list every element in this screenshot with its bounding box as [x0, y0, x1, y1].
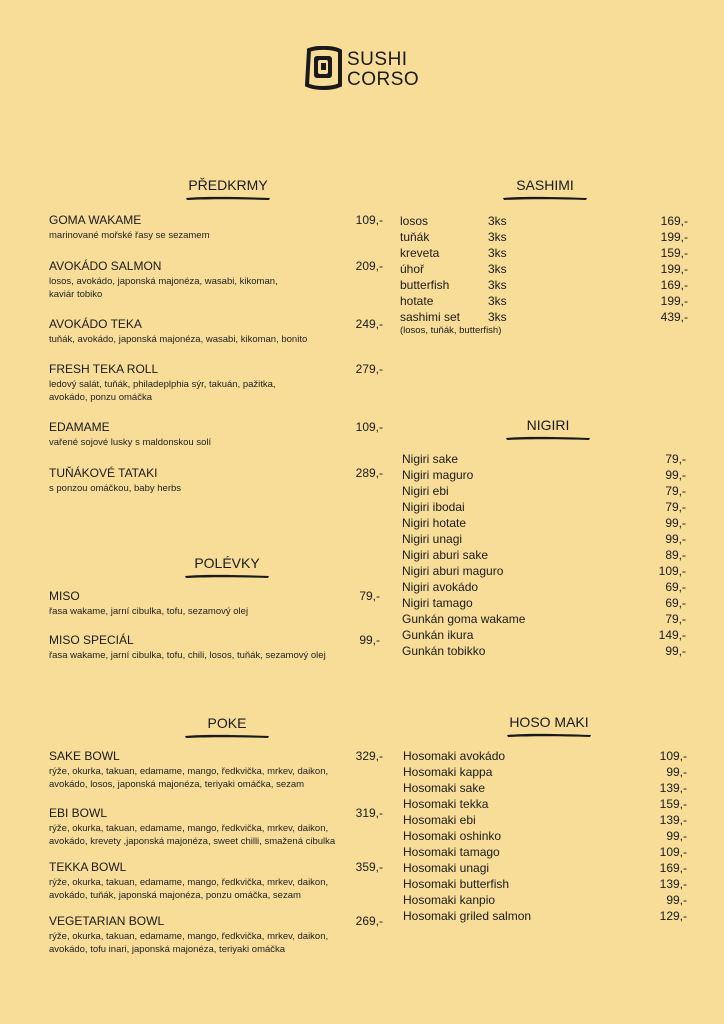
hosomaki-row: [403, 764, 687, 780]
nigiri-price: 99,-: [665, 468, 686, 482]
menu-item-desc: losos, avokádo, japonská majonéza, wasabi, kikoman,: [49, 276, 278, 287]
nigiri-name: Nigiri sake: [402, 452, 459, 466]
hosomaki-name: Hosomaki unagi: [403, 861, 490, 875]
sashimi-qty: 3ks: [488, 262, 507, 276]
menu-item-desc: rýže, okurka, takuan, edamame, mango, ředkvička, mrkev, daikon,: [49, 766, 329, 777]
menu-item-desc: avokádo, ponzu omáčka: [49, 392, 152, 403]
hosomaki-price: 139,-: [659, 781, 687, 795]
hosomaki-price: 159,-: [659, 797, 687, 811]
sashimi-price: 439,-: [660, 310, 688, 324]
menu-item: [49, 749, 383, 791]
brush-underline: [184, 733, 270, 739]
menu-item-name: AVOKÁDO TEKA: [49, 317, 142, 331]
menu-item-desc: avokádo, tuňák, japonská majonéza, ponzu omáčka, sezam: [49, 890, 301, 901]
section-title-sashimi: [500, 177, 590, 201]
menu-item-desc: ledový salát, tuňák, philadeplphia sýr, takuán, pažitka,: [49, 379, 276, 390]
nigiri-price: 149,-: [658, 628, 686, 642]
section-title-predkrmy: [180, 177, 276, 201]
menu-item-desc: s ponzou omáčkou, baby herbs: [49, 483, 182, 494]
nigiri-name: Nigiri ibodai: [402, 500, 465, 514]
nigiri-row: [402, 643, 686, 659]
hosomaki-name: Hosomaki kappa: [403, 765, 493, 779]
menu-item-price: 109,-: [355, 213, 383, 227]
nigiri-row: [402, 467, 686, 483]
nigiri-row: [402, 531, 686, 547]
section-title-label: HOSO MAKI: [509, 714, 589, 730]
nigiri-name: Gunkán goma wakame: [402, 612, 526, 626]
hosomaki-row: [403, 892, 687, 908]
sashimi-price: 169,-: [660, 214, 688, 228]
section-title-label: NIGIRI: [526, 417, 570, 433]
nigiri-row: [402, 451, 686, 467]
brush-underline: [505, 435, 591, 441]
nigiri-price: 69,-: [665, 580, 686, 594]
hosomaki-name: Hosomaki tekka: [403, 797, 489, 811]
hosomaki-price: 139,-: [659, 813, 687, 827]
sashimi-price: 199,-: [660, 230, 688, 244]
nigiri-name: Nigiri aburi maguro: [402, 564, 504, 578]
brush-underline: [184, 573, 270, 579]
brush-underline: [185, 195, 271, 201]
nigiri-row: [402, 483, 686, 499]
nigiri-name: Nigiri tamago: [402, 596, 473, 610]
hosomaki-row: [403, 748, 687, 764]
menu-item-name: MISO SPECIÁL: [49, 633, 134, 647]
menu-item-desc: rýže, okurka, takuan, edamame, mango, ředkvička, mrkev, daikon,: [49, 877, 329, 888]
nigiri-row: [402, 611, 686, 627]
menu-item-desc: avokádo, losos, japonská majonéza, teriyaki omáčka, sezam: [49, 779, 305, 790]
hosomaki-name: Hosomaki ebi: [403, 813, 476, 827]
nigiri-name: Nigiri avokádo: [402, 580, 479, 594]
logo: [303, 44, 428, 96]
menu-item-name: MISO: [49, 589, 80, 603]
hosomaki-row: [403, 796, 687, 812]
nigiri-row: [402, 515, 686, 531]
menu-item: [49, 259, 383, 301]
hosomaki-price: 139,-: [659, 877, 687, 891]
sashimi-qty: 3ks: [488, 294, 507, 308]
sashimi-name: tuňák: [400, 230, 430, 244]
nigiri-name: Nigiri unagi: [402, 532, 463, 546]
menu-item: [49, 860, 383, 902]
nigiri-price: 99,-: [665, 516, 686, 530]
menu-item-name: FRESH TEKA ROLL: [49, 362, 159, 376]
sashimi-name: butterfish: [400, 278, 450, 292]
nigiri-price: 109,-: [658, 564, 686, 578]
section-title-poke: [180, 715, 274, 739]
menu-item-price: 99,-: [359, 633, 380, 647]
logo-line-2: CORSO: [347, 69, 420, 90]
nigiri-name: Nigiri ebi: [402, 484, 449, 498]
nigiri-row: [402, 563, 686, 579]
menu-item: [49, 914, 383, 956]
hosomaki-price: 99,-: [666, 829, 687, 843]
brush-underline: [502, 195, 588, 201]
sashimi-qty: 3ks: [488, 214, 507, 228]
section-title-label: POKE: [207, 715, 247, 731]
hosomaki-row: [403, 844, 687, 860]
menu-item-price: 279,-: [355, 362, 383, 376]
hosomaki-name: Hosomaki kanpio: [403, 893, 496, 907]
logo-text: [347, 50, 419, 90]
sashimi-qty: 3ks: [488, 310, 507, 324]
menu-item-desc: rýže, okurka, takuan, edamame, mango, ředkvička, mrkev, daikon,: [49, 823, 329, 834]
menu-item-price: 249,-: [355, 317, 383, 331]
nigiri-row: [402, 547, 686, 563]
menu-item: [49, 806, 383, 848]
sashimi-row: [400, 277, 688, 293]
menu-item-name: AVOKÁDO SALMON: [49, 259, 162, 273]
brush-underline: [506, 732, 592, 738]
sashimi-row: [400, 309, 688, 325]
nigiri-price: 79,-: [665, 452, 686, 466]
sashimi-qty: 3ks: [488, 230, 507, 244]
menu-item: [49, 213, 383, 242]
sashimi-row: [400, 229, 688, 245]
menu-item-price: 79,-: [359, 589, 380, 603]
nigiri-row: [402, 595, 686, 611]
menu-item: [49, 317, 383, 346]
hosomaki-name: Hosomaki oshinko: [403, 829, 502, 843]
menu-item-name: GOMA WAKAME: [49, 213, 142, 227]
hosomaki-price: 129,-: [659, 909, 687, 923]
menu-item: [49, 420, 383, 449]
menu-item-desc: tuňák, avokádo, japonská majonéza, wasabi, kikoman, bonito: [49, 334, 308, 345]
sashimi-name: úhoř: [400, 262, 425, 276]
hosomaki-row: [403, 812, 687, 828]
nigiri-price: 89,-: [665, 548, 686, 562]
menu-item-price: 359,-: [355, 860, 383, 874]
section-title-hosomaki: [504, 714, 594, 738]
hosomaki-name: Hosomaki sake: [403, 781, 486, 795]
nigiri-row: [402, 627, 686, 643]
nigiri-name: Gunkán tobikko: [402, 644, 486, 658]
section-title-label: SASHIMI: [516, 177, 574, 193]
sashimi-name: losos: [400, 214, 429, 228]
menu-item-price: 109,-: [355, 420, 383, 434]
sashimi-name: sashimi set: [400, 310, 461, 324]
menu-item-price: 329,-: [355, 749, 383, 763]
hosomaki-row: [403, 828, 687, 844]
menu-item: [49, 633, 380, 662]
hosomaki-price: 109,-: [659, 845, 687, 859]
hosomaki-price: 99,-: [666, 765, 687, 779]
sashimi-name: hotate: [400, 294, 434, 308]
section-title-label: PŘEDKRMY: [188, 177, 268, 193]
menu-item-desc: řasa wakame, jarní cibulka, tofu, sezamový olej: [49, 606, 249, 617]
sashimi-row: [400, 213, 688, 229]
sashimi-qty: 3ks: [488, 246, 507, 260]
sashimi-name: kreveta: [400, 246, 440, 260]
sashimi-row: [400, 245, 688, 261]
hosomaki-name: Hosomaki butterfish: [403, 877, 510, 891]
section-title-nigiri: [504, 417, 592, 441]
menu-item-desc: marinované mořské řasy se sezamem: [49, 230, 210, 241]
nigiri-name: Nigiri aburi sake: [402, 548, 489, 562]
nigiri-name: Gunkán ikura: [402, 628, 474, 642]
nigiri-name: Nigiri maguro: [402, 468, 474, 482]
menu-item-price: 319,-: [355, 806, 383, 820]
logo-line-1: SUSHI: [347, 49, 408, 70]
nigiri-price: 99,-: [665, 532, 686, 546]
sashimi-price: 199,-: [660, 294, 688, 308]
menu-item: [49, 589, 380, 618]
hosomaki-price: 99,-: [666, 893, 687, 907]
menu-item-name: SAKE BOWL: [49, 749, 120, 763]
sashimi-row: [400, 293, 688, 309]
sashimi-price: 159,-: [660, 246, 688, 260]
sashimi-price: 169,-: [660, 278, 688, 292]
nigiri-name: Nigiri hotate: [402, 516, 467, 530]
sashimi-qty: 3ks: [488, 278, 507, 292]
hosomaki-row: [403, 860, 687, 876]
hosomaki-row: [403, 908, 687, 924]
nigiri-row: [402, 499, 686, 515]
menu-item-desc: avokádo, tofu inari, japonská majonéza, teriyaki omáčka: [49, 944, 286, 955]
menu-item-desc: rýže, okurka, takuan, edamame, mango, ředkvička, mrkev, daikon,: [49, 931, 329, 942]
menu-item: [49, 362, 383, 404]
hosomaki-price: 169,-: [659, 861, 687, 875]
menu-item-name: TEKKA BOWL: [49, 860, 127, 874]
menu-item-desc: avokádo, krevety ,japonská majonéza, sweet chilli, smažená cibulka: [49, 836, 336, 847]
hosomaki-name: Hosomaki avokádo: [403, 749, 506, 763]
menu-item-price: 269,-: [355, 914, 383, 928]
menu-item-name: EDAMAME: [49, 420, 110, 434]
hosomaki-row: [403, 876, 687, 892]
section-title-label: POLÉVKY: [194, 555, 260, 571]
nigiri-price: 99,-: [665, 644, 686, 658]
sashimi-price: 199,-: [660, 262, 688, 276]
nigiri-price: 79,-: [665, 484, 686, 498]
nigiri-price: 79,-: [665, 612, 686, 626]
menu-item-name: EBI BOWL: [49, 806, 108, 820]
nigiri-price: 69,-: [665, 596, 686, 610]
hosomaki-row: [403, 780, 687, 796]
menu-item-desc: řasa wakame, jarní cibulka, tofu, chili, losos, tuňák, sezamový olej: [49, 650, 326, 661]
menu-item-desc: kaviár tobiko: [49, 289, 103, 300]
hosomaki-price: 109,-: [659, 749, 687, 763]
hosomaki-name: Hosomaki tamago: [403, 845, 500, 859]
menu-item-name: TUŇÁKOVÉ TATAKI: [49, 466, 158, 480]
menu-item-price: 209,-: [355, 259, 383, 273]
hosomaki-name: Hosomaki griled salmon: [403, 909, 532, 923]
menu-item-name: VEGETARIAN BOWL: [49, 914, 165, 928]
sashimi-row: [400, 261, 688, 277]
menu-item-desc: vařené sojové lusky s maldonskou solí: [49, 437, 212, 448]
sushi-roll-logo-icon: [303, 46, 343, 90]
nigiri-row: [402, 579, 686, 595]
section-title-polevky: [182, 555, 272, 579]
nigiri-price: 79,-: [665, 500, 686, 514]
menu-item: [49, 466, 383, 495]
sashimi-set-note: (losos, tuňák, butterfish): [400, 325, 502, 336]
menu-item-price: 289,-: [355, 466, 383, 480]
